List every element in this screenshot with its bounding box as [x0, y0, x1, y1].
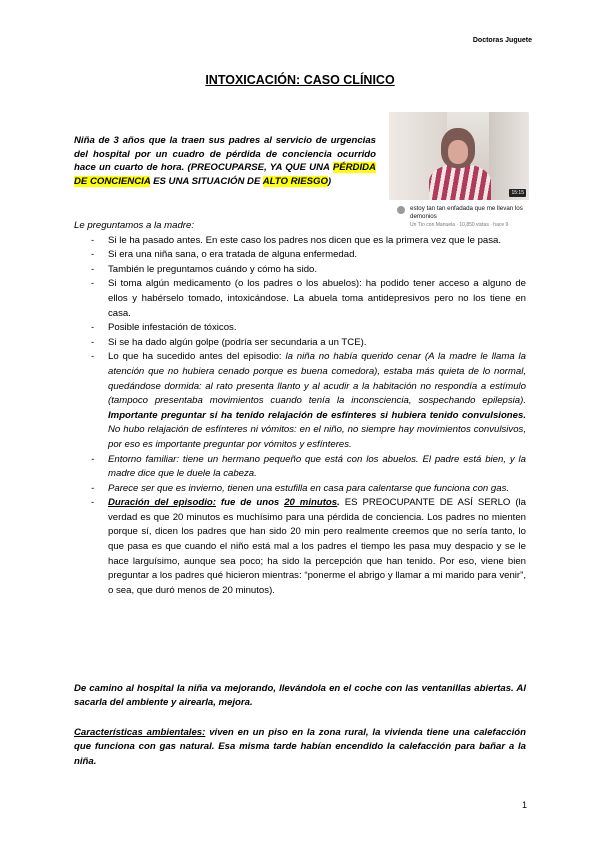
- list-item-duration: [74, 496, 526, 598]
- episode-description: la niña no había querido cenar (A la madre le llama la atención que no hubiera cenado porque es buena comedora), estaba más quieta de lo normal, quedándose dormida: al rato presenta llanto y al acudir a la habitación no respondía a estímulo (tampoco presentaba movimientos cuando tenía la inconsciencia, sospechando epilepsia).: [108, 351, 526, 407]
- thumbnail-person-face: [448, 140, 468, 164]
- duration-period: .: [337, 497, 340, 509]
- episode-important-note: Importante preguntar si ha tenido relajación de esfínteres si hubiera tenido convulsiones.: [108, 409, 526, 421]
- list-item-family: - Entorno familiar: tiene un hermano pequeño que está con los abuelos. El padre está bien, y la madre dice que le duele la cabeza.: [74, 453, 526, 482]
- episode-lead: Lo que ha sucedido antes del episodio:: [108, 351, 286, 363]
- intro-text: ES UNA SITUACIÓN DE: [150, 175, 263, 187]
- thumbnail-person-body: [429, 164, 491, 200]
- duration-text: fue de unos: [215, 497, 285, 509]
- video-subtitle: Un Tío con Manuela · 10,850 vistas · hace 9: [410, 222, 509, 228]
- list-item-episode: [74, 350, 526, 452]
- channel-avatar-icon[interactable]: [397, 206, 405, 214]
- questions-list: [74, 234, 526, 599]
- duration-explanation: ES PREOCUPANTE DE ASÍ SERLO (la verdad es que 20 minutos es muchísimo para una pérdida de conciencia. Los padres no mienten porque sí, dicen los padres que han sido 20 min pero realmente creemos que no sería tanto, lo que pasa es que cuando el niño está mal a los padres el tiempo les pasa muy despacio y se le hace larguísimo, aunque sea poco; ha sido la percepción que han tenido. Por eso, viene bien preguntar a los padres qué hicieron mientras: “ponerme el abrigo y llamar a mi marido para venir”, o sea, que duró menos de 20 minutos).: [108, 497, 526, 596]
- case-intro-paragraph: [74, 134, 376, 188]
- hospital-paragraph: De camino al hospital la niña va mejorando, llevándola en el coche con las ventanillas abiertas. Al sacarla del ambiente y airearla, mejora.: [74, 682, 526, 709]
- video-title[interactable]: estoy tan tan enfadada que me llevan los demonios: [410, 205, 523, 220]
- list-item: - Si toma algún medicamento (o los padres o los abuelos): ha podido tener acceso a alguno de ellos y habérselo tomado, intoxicándose. La abuela toma antidepresivos pero no los tiene en casa.: [74, 277, 526, 321]
- video-duration: 15:15: [511, 190, 524, 196]
- list-item: - Si le ha pasado antes. En este caso los padres nos dicen que es la primera vez que le pasa.: [74, 234, 526, 249]
- intro-text: Niña de 3 años que la traen sus padres al servicio de urgencias del hospital por un cuadro de pérdida de conciencia ocurrido hace un cuarto de hora. (PREOCUPARSE, YA QUE UNA: [74, 135, 376, 173]
- document-title: INTOXICACIÓN: CASO CLÍNICO: [205, 73, 395, 87]
- episode-findings: No hubo relajación de esfínteres ni vómitos: en el niño, no siempre hay movimientos convulsivos, por eso es importante preguntar por vómitos y esfínteres.: [108, 424, 526, 450]
- environment-label: Características ambientales:: [74, 726, 206, 738]
- document-header: Doctoras Juguete: [472, 37, 532, 44]
- intro-text: ): [327, 175, 332, 187]
- list-item: - También le preguntamos cuándo y cómo ha sido.: [74, 263, 526, 278]
- list-item: - Si se ha dado algún golpe (podría ser secundaria a un TCE).: [74, 336, 526, 351]
- list-item-heating: - Parece ser que es invierno, tienen una estufilla en casa para calentarse que funciona con gas.: [74, 482, 526, 497]
- highlight-loss-of-consciousness: PÉRDIDA DE CONCIENCIA: [74, 162, 376, 187]
- environment-text: viven en un piso en la zona rural, la vivienda tiene una calefacción que funciona con gas natural. Esa misma tarde habían encendido la calefacción para bañar a la niña.: [74, 726, 526, 767]
- environment-paragraph: [74, 726, 526, 770]
- duration-minutes: 20 minutos: [284, 497, 338, 509]
- video-thumbnail[interactable]: [389, 112, 529, 200]
- highlight-high-risk: ALTO RIESGO: [262, 175, 328, 187]
- thumbnail-curtain: [489, 112, 529, 200]
- duration-label: Duración del episodio:: [108, 497, 216, 509]
- questions-section: [74, 219, 526, 598]
- list-item: - Si era una niña sana, o era tratada de alguna enfermedad.: [74, 248, 526, 263]
- list-item: - Posible infestación de tóxicos.: [74, 321, 526, 336]
- page-number: 1: [521, 800, 527, 810]
- questions-lead: Le preguntamos a la madre:: [74, 220, 194, 231]
